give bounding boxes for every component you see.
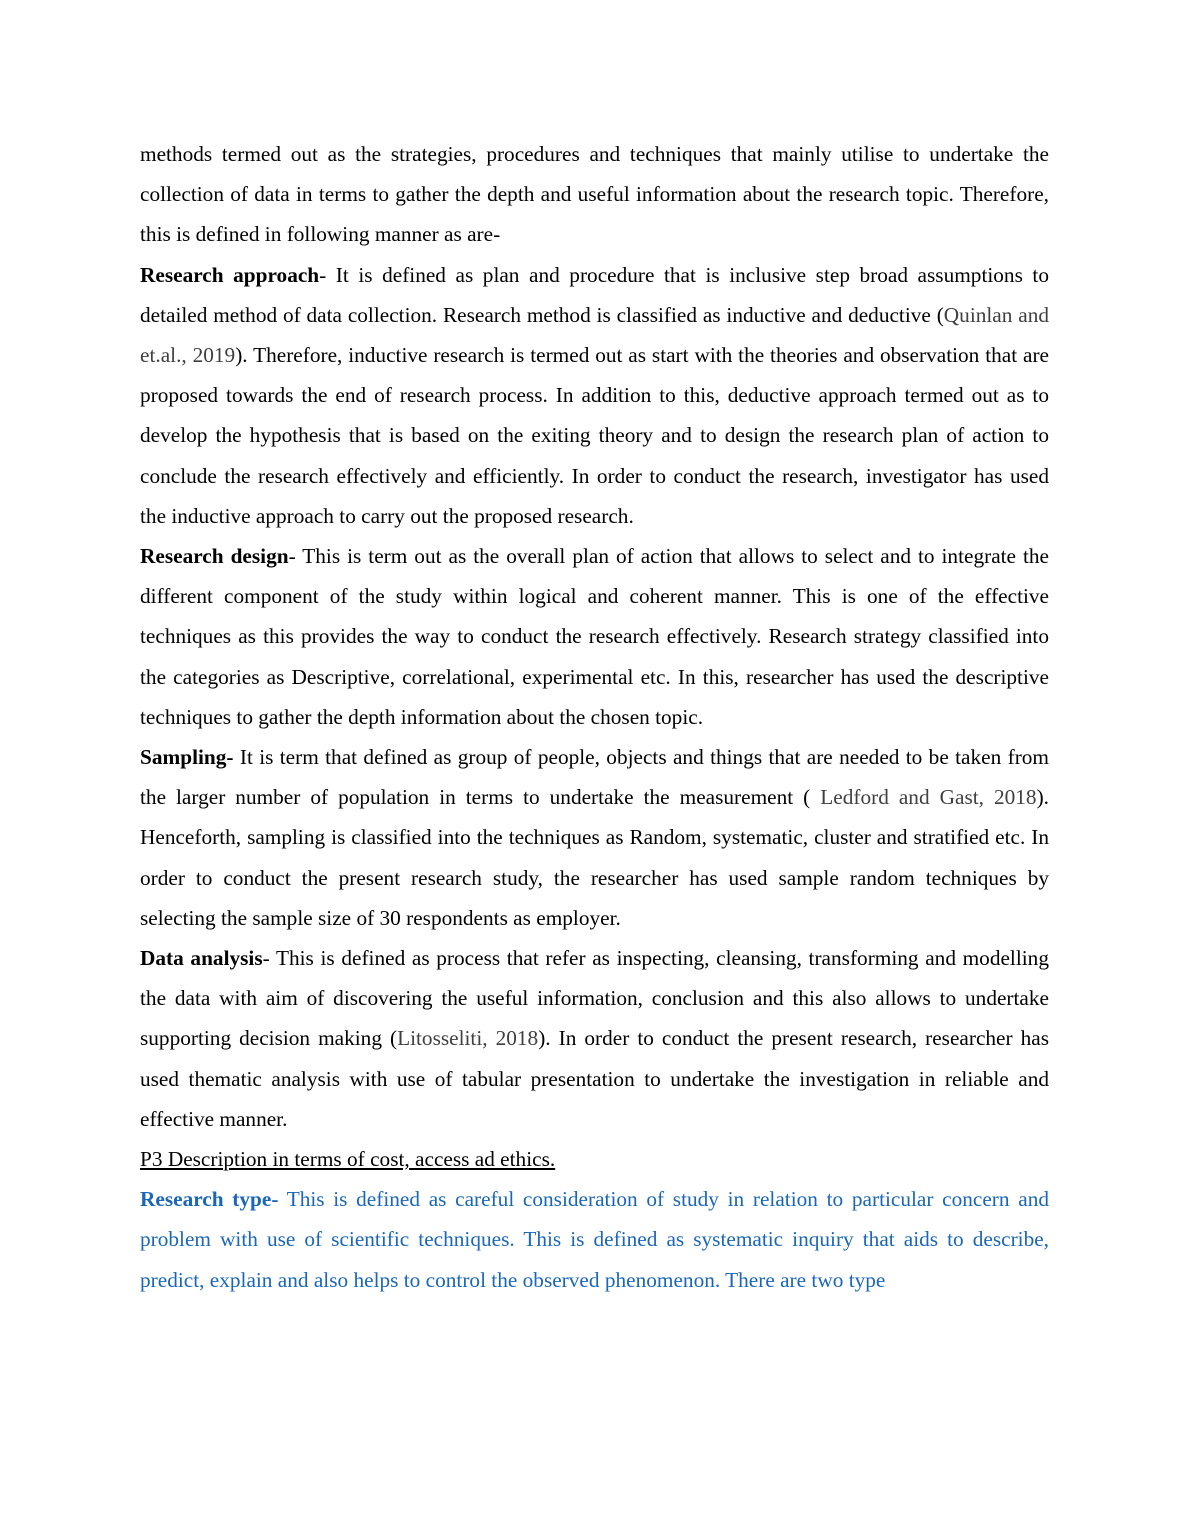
data-analysis-text-1: - This is defined as process that refer as inspecting, cleansing, transforming and modelling the data with aim of discovering the useful information, conclusion and this also allows to undertake supporting decision making ( <box>140 946 1049 1051</box>
sampling-text-2: ). Henceforth, sampling is classified into the techniques as Random, systematic, cluster and stratified etc. In order to conduct the present research study, the researcher has used sample random techniques by selecting the sample size of 30 respondents as employer. <box>140 785 1049 930</box>
sampling-citation: Ledford and Gast, 2018 <box>820 785 1037 810</box>
research-type-term: Research type- <box>140 1187 279 1212</box>
sampling-text-1: It is term that defined as group of people, objects and things that are needed to be taken from the larger number of population in terms to undertake the measurement ( <box>140 745 1049 810</box>
research-type-paragraph <box>140 1179 1049 1300</box>
research-design-paragraph <box>140 536 1049 737</box>
research-approach-paragraph <box>140 255 1049 536</box>
research-approach-term: Research approach <box>140 262 320 287</box>
research-design-text: - This is term out as the overall plan of action that allows to select and to integrate the different component of the study within logical and coherent manner. This is one of the effective techniques as this provides the way to conduct the research effectively. Research strategy classified into the categories as Descriptive, correlational, experimental etc. In this, researcher has used the descriptive techniques to gather the depth information about the chosen topic. <box>140 544 1050 729</box>
intro-paragraph <box>140 134 1049 255</box>
intro-text: methods termed out as the strategies, procedures and techniques that mainly utilise to undertake the collection of data in terms to gather the depth and useful information about the research topic. Therefore, this is defined in following manner as are- <box>140 142 1049 247</box>
data-analysis-paragraph <box>140 938 1049 1139</box>
sampling-term: Sampling- <box>140 745 234 770</box>
section-heading-p3: P3 Description in terms of cost, access ad ethics. <box>140 1147 556 1172</box>
research-approach-citation: Quinlan and et.al., 2019 <box>140 302 1049 368</box>
data-analysis-term: Data analysis <box>140 946 263 971</box>
research-approach-text-2: ). Therefore, inductive research is termed out as start with the theories and observation that are proposed towards the end of research process. In addition to this, deductive approach termed out as to develop the hypothesis that is based on the exiting theory and to design the research plan of action to conclude the research effectively and efficiently. In order to conduct the research, investigator has used the inductive approach to carry out the proposed research. <box>140 343 1049 528</box>
sampling-paragraph <box>140 737 1049 938</box>
research-type-text: This is defined as careful consideration of study in relation to particular concern and problem with use of scientific techniques. This is defined as systematic inquiry that aids to describe, predict, explain and also helps to control the observed phenomenon. There are two type <box>140 1187 1049 1292</box>
research-approach-text-1: - It is defined as plan and procedure that is inclusive step broad assumptions to detailed method of data collection. Research method is classified as inductive and deductive ( <box>140 262 1049 327</box>
data-analysis-citation: Litosseliti, 2018 <box>397 1026 539 1051</box>
document-page <box>140 134 1049 1300</box>
data-analysis-text-2: ). In order to conduct the present research, researcher has used thematic analysis with use of tabular presentation to undertake the investigation in reliable and effective manner. <box>140 1026 1049 1131</box>
research-design-term: Research design <box>140 544 289 569</box>
